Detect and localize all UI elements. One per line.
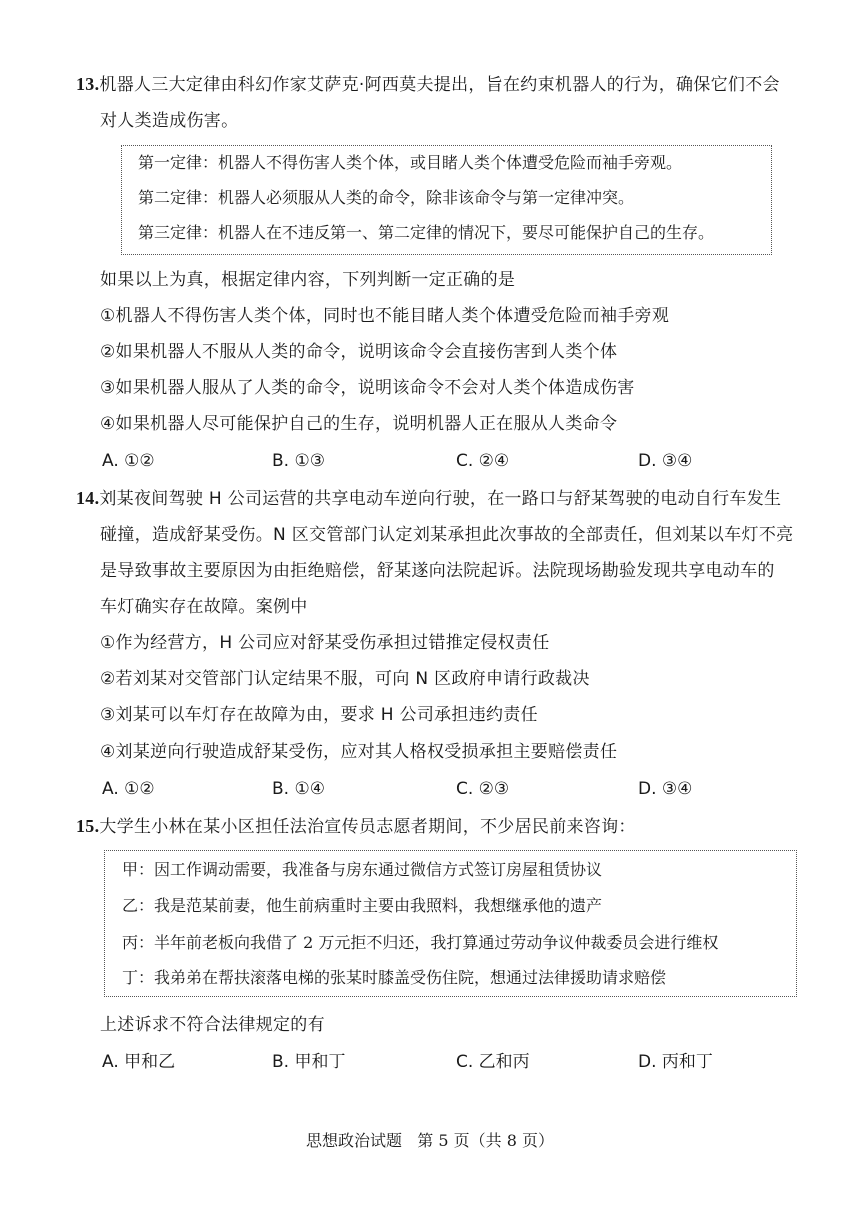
q14-item-2: ②若刘某对交管部门认定结果不服，可向 N 区政府申请行政裁决 [100, 669, 590, 689]
q15-number: 15. [76, 816, 100, 836]
q15-stem-line: 15.大学生小林在某小区担任法治宣传员志愿者期间，不少居民前来咨询： [76, 816, 636, 837]
page-footer: 思想政治试题 第 5 页（共 8 页） [306, 1131, 554, 1150]
q13-law-1: 第一定律：机器人不得伤害人类个体，或目睹人类个体遭受危险而袖手旁观。 [138, 153, 683, 172]
q15-case-yi: 乙：我是范某前妻，他生前病重时主要由我照料，我想继承他的遗产 [122, 896, 603, 915]
q15-consultation-box [104, 850, 797, 997]
q14-option-a[interactable]: A. ①② [102, 779, 155, 799]
q14-item-4: ④刘某逆向行驶造成舒某受伤，应对其人格权受损承担主要赔偿责任 [100, 742, 618, 762]
q13-item-2: ②如果机器人不服从人类的命令，说明该命令会直接伤害到人类个体 [100, 342, 618, 362]
q14-item-1: ①作为经营方，H 公司应对舒某受伤承担过错推定侵权责任 [100, 633, 550, 653]
q15-option-b[interactable]: B. 甲和丁 [272, 1052, 346, 1072]
q13-stem-line2: 对人类造成伤害。 [100, 111, 239, 131]
q13-option-b[interactable]: B. ①③ [272, 451, 325, 471]
q13-law-2: 第二定律：机器人必须服从人类的命令，除非该命令与第一定律冲突。 [138, 188, 635, 207]
q13-number: 13. [76, 74, 100, 94]
q15-option-d[interactable]: D. 丙和丁 [638, 1052, 713, 1072]
q15-option-c[interactable]: C. 乙和丙 [456, 1052, 530, 1072]
q13-stem-line1: 13.机器人三大定律由科幻作家艾萨克·阿西莫夫提出，旨在约束机器人的行为，确保它们不会 [76, 74, 780, 95]
q15-case-bing: 丙：半年前老板向我借了 2 万元拒不归还，我打算通过劳动争议仲裁委员会进行维权 [122, 933, 719, 952]
q15-question: 上述诉求不符合法律规定的有 [100, 1015, 325, 1035]
q13-item-3: ③如果机器人服从了人类的命令，说明该命令不会对人类个体造成伤害 [100, 378, 635, 398]
q13-item-1: ①机器人不得伤害人类个体，同时也不能目睹人类个体遭受危险而袖手旁观 [100, 306, 670, 326]
q13-option-d[interactable]: D. ③④ [638, 451, 693, 471]
q14-stem-line4: 车灯确实存在故障。案例中 [100, 597, 308, 617]
q14-stem-line1: 14.刘某夜间驾驶 H 公司运营的共享电动车逆向行驶，在一路口与舒某驾驶的电动自行车发生 [76, 488, 782, 509]
q14-stem-line2: 碰撞，造成舒某受伤。N 区交管部门认定刘某承担此次事故的全部责任，但刘某以车灯不亮 [100, 525, 794, 545]
q13-laws-box [121, 145, 772, 255]
q14-option-c[interactable]: C. ②③ [456, 779, 510, 799]
q14-number: 14. [76, 488, 100, 508]
q14-item-3: ③刘某可以车灯存在故障为由，要求 H 公司承担违约责任 [100, 705, 538, 725]
q14-option-b[interactable]: B. ①④ [272, 779, 325, 799]
q13-question: 如果以上为真，根据定律内容，下列判断一定正确的是 [100, 270, 516, 290]
q15-case-jia: 甲：因工作调动需要，我准备与房东通过微信方式签订房屋租赁协议 [122, 860, 603, 879]
q15-option-a[interactable]: A. 甲和乙 [102, 1052, 176, 1072]
q14-stem-line3: 是导致事故主要原因为由拒绝赔偿，舒某遂向法院起诉。法院现场勘验发现共享电动车的 [100, 561, 775, 581]
q15-case-ding: 丁：我弟弟在帮扶滚落电梯的张某时膝盖受伤住院，想通过法律援助请求赔偿 [122, 968, 667, 987]
q13-item-4: ④如果机器人尽可能保护自己的生存，说明机器人正在服从人类命令 [100, 414, 618, 434]
q14-option-d[interactable]: D. ③④ [638, 779, 693, 799]
q13-law-3: 第三定律：机器人在不违反第一、第二定律的情况下，要尽可能保护自己的生存。 [138, 223, 715, 242]
q13-option-a[interactable]: A. ①② [102, 451, 155, 471]
q13-option-c[interactable]: C. ②④ [456, 451, 510, 471]
